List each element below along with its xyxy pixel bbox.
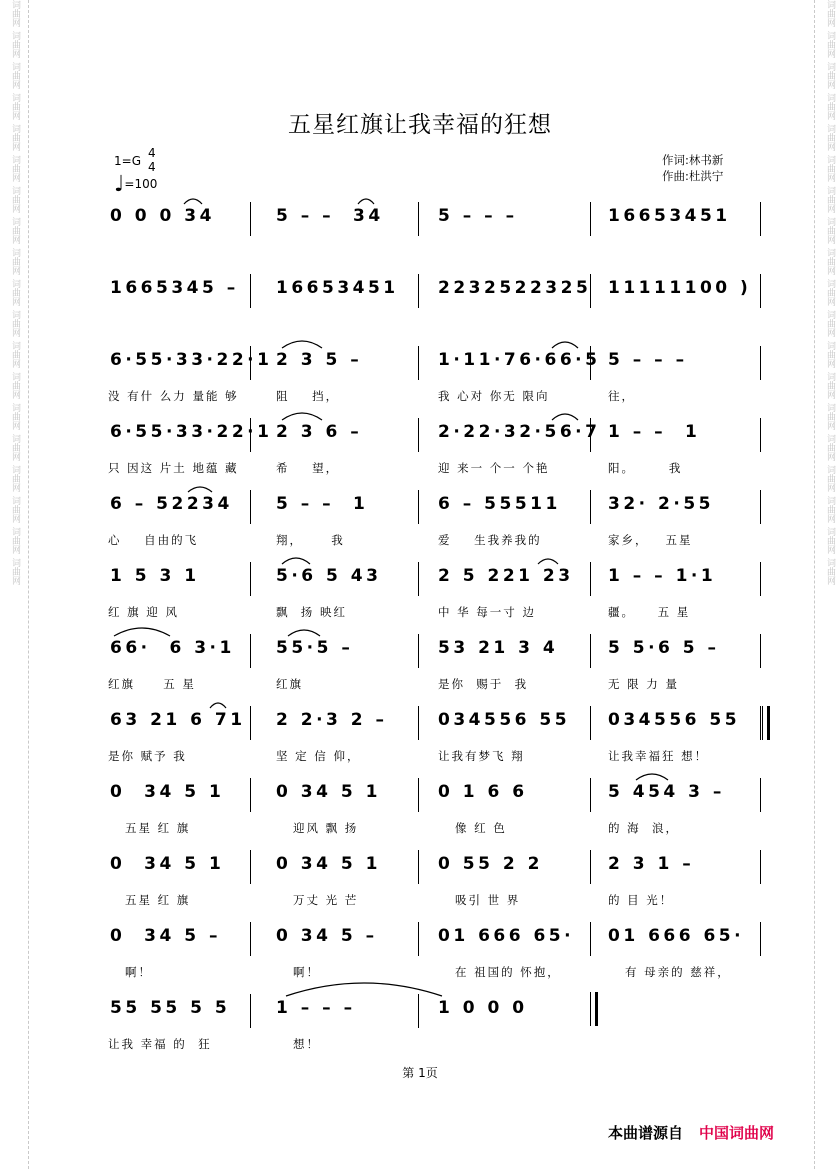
watermark-block: 词曲网 — [10, 0, 20, 27]
lyric-segment: 坚 定 信 仰， — [276, 749, 361, 763]
watermark-block: 词曲网 — [10, 155, 20, 182]
watermark-block: 词曲网 — [825, 124, 835, 151]
notation-row — [108, 998, 768, 1026]
barline — [418, 346, 419, 380]
measure: 6 – 52234 — [110, 494, 233, 514]
lyric-segment: 让我幸福狂 想！ — [608, 749, 709, 763]
measure: 1 0 0 0 — [438, 998, 528, 1018]
lyric-segment: 翔， 我 — [276, 533, 345, 547]
watermark-block: 词曲网 — [825, 372, 835, 399]
barline — [418, 778, 419, 812]
source-credit — [608, 1122, 774, 1143]
lyric-segment: 的 目 光！ — [608, 893, 674, 907]
barline — [590, 202, 591, 236]
lyric-line — [108, 964, 768, 980]
time-signature-bottom: 4 — [148, 160, 156, 174]
barline — [590, 922, 591, 956]
notation-row — [108, 422, 768, 450]
watermark-block: 词曲网 — [825, 217, 835, 244]
lyric-segment: 飘 扬 映红 — [276, 605, 347, 619]
slur — [282, 341, 322, 348]
watermark-left — [5, 0, 21, 589]
barline — [250, 202, 251, 236]
watermark-block: 词曲网 — [825, 434, 835, 461]
key-signature: 1=G — [114, 154, 141, 168]
barline — [418, 922, 419, 956]
measure: 1·11·76·66·5 — [438, 350, 601, 370]
watermark-block: 词曲网 — [10, 558, 20, 585]
page-number: 第 1页 — [402, 1066, 438, 1080]
watermark-block: 词曲网 — [825, 155, 835, 182]
lyric-segment: 想！ — [276, 1037, 320, 1051]
watermark-block: 词曲网 — [10, 93, 20, 120]
slur — [114, 628, 170, 636]
lyric-segment: 万丈 光 芒 — [276, 893, 359, 907]
barline — [250, 850, 251, 884]
watermark-block: 词曲网 — [10, 186, 20, 213]
watermark-block: 词曲网 — [10, 372, 20, 399]
lyric-line — [108, 604, 768, 620]
barline — [418, 274, 419, 308]
lyric-segment: 中 华 每一寸 边 — [438, 605, 536, 619]
lyric-segment: 迎 来一 个一 个艳 — [438, 461, 550, 475]
watermark-block: 词曲网 — [825, 527, 835, 554]
measure: 1665345 – — [110, 278, 239, 298]
measure: 55 55 5 5 — [110, 998, 231, 1018]
slur — [552, 342, 578, 348]
measure: 0 34 5 – — [276, 926, 378, 946]
barline — [760, 850, 761, 884]
measure: 0 55 2 2 — [438, 854, 543, 874]
lyric-segment: 阻 挡， — [276, 389, 340, 403]
barline — [418, 562, 419, 596]
watermark-block: 词曲网 — [825, 558, 835, 585]
slur — [636, 774, 668, 780]
barline — [760, 202, 761, 236]
slur — [184, 199, 202, 204]
lyric-segment: 爱 生我养我的 — [438, 533, 542, 547]
measure: 2 3 5 – — [276, 350, 363, 370]
barline — [760, 634, 761, 668]
lyric-segment: 往， — [608, 389, 635, 403]
measure: 0 0 0 34 — [110, 206, 215, 226]
measure: 5 – – 34 — [276, 206, 384, 226]
measure: 0 34 5 1 — [276, 782, 381, 802]
measure: 2 2·3 2 – — [276, 710, 388, 730]
watermark-block: 词曲网 — [825, 465, 835, 492]
barline — [250, 490, 251, 524]
watermark-block: 词曲网 — [10, 341, 20, 368]
measure: 1 – – – — [276, 998, 356, 1018]
lyric-segment: 是你 赐于 我 — [438, 677, 529, 691]
measure: 16653451 — [276, 278, 399, 298]
left-dashed-border — [28, 0, 30, 1169]
watermark-block: 词曲网 — [10, 124, 20, 151]
barline — [590, 418, 591, 452]
barline — [590, 634, 591, 668]
measure: 034556 55 — [438, 710, 571, 730]
lyric-segment: 像 红 色 — [438, 821, 507, 835]
measure: 1 – – 1·1 — [608, 566, 717, 586]
tempo-value: =100 — [124, 177, 158, 191]
measure: 0 34 5 1 — [110, 854, 225, 874]
lyric-segment: 让我有梦飞 翔 — [438, 749, 525, 763]
final-barline — [590, 992, 598, 1026]
barline — [250, 634, 251, 668]
lyric-line — [108, 748, 768, 764]
measure: 2232522325 — [438, 278, 592, 298]
lyric-line — [108, 1036, 768, 1052]
lyric-segment: 有 母亲的 慈祥， — [608, 965, 731, 979]
lyric-segment: 啊！ — [276, 965, 320, 979]
watermark-block: 词曲网 — [10, 527, 20, 554]
lyric-line — [108, 388, 768, 404]
slur — [282, 558, 310, 564]
barline — [760, 274, 761, 308]
measure: 1 – – 1 — [608, 422, 701, 442]
barline — [590, 490, 591, 524]
measure: 5·6 5 43 — [276, 566, 382, 586]
right-dashed-border — [814, 0, 816, 1169]
measure: 2 3 1 – — [608, 854, 695, 874]
barline — [760, 418, 761, 452]
notation-row — [108, 710, 768, 738]
lyric-line — [108, 820, 768, 836]
song-title: 五星红旗让我幸福的狂想 — [288, 112, 552, 138]
measure: 63 21 6 71 — [110, 710, 246, 730]
barline — [250, 994, 251, 1028]
watermark-right — [820, 0, 836, 589]
lyricist: 作词:林书新 — [662, 153, 724, 167]
watermark-block: 词曲网 — [825, 279, 835, 306]
watermark-block: 词曲网 — [10, 496, 20, 523]
lyric-segment: 是你 赋予 我 — [108, 749, 187, 763]
watermark-block: 词曲网 — [825, 341, 835, 368]
repeat-sign — [762, 706, 770, 740]
notation-row — [108, 350, 768, 378]
measure: 6·55·33·22·1 — [110, 350, 273, 370]
notation-row — [108, 638, 768, 666]
source-brand: 中国词曲网 — [699, 1124, 775, 1142]
lyric-line — [108, 532, 768, 548]
slur — [188, 487, 212, 492]
notation-row — [108, 206, 768, 234]
watermark-block: 词曲网 — [10, 465, 20, 492]
measure: 5 – – 1 — [276, 494, 369, 514]
watermark-block: 词曲网 — [10, 62, 20, 89]
lyric-segment: 疆。 五 星 — [608, 605, 691, 619]
barline — [590, 778, 591, 812]
lyric-segment: 我 心对 你无 限向 — [438, 389, 550, 403]
barline — [418, 850, 419, 884]
barline — [418, 706, 419, 740]
measure: 0 34 5 1 — [110, 782, 225, 802]
slur — [210, 703, 226, 708]
measure: 2 5 221 23 — [438, 566, 574, 586]
lyric-segment: 没 有什 么力 量能 够 — [108, 389, 239, 403]
notation-row — [108, 782, 768, 810]
watermark-block: 词曲网 — [10, 217, 20, 244]
watermark-block: 词曲网 — [825, 496, 835, 523]
measure: 1 5 3 1 — [110, 566, 200, 586]
measure: 034556 55 — [608, 710, 741, 730]
slur — [288, 630, 320, 636]
measure: 32· 2·55 — [608, 494, 714, 514]
barline — [250, 346, 251, 380]
measure: 2 3 6 – — [276, 422, 363, 442]
watermark-block: 词曲网 — [10, 248, 20, 275]
watermark-block: 词曲网 — [825, 248, 835, 275]
barline — [590, 562, 591, 596]
notation-row — [108, 926, 768, 954]
barline — [760, 490, 761, 524]
watermark-block: 词曲网 — [825, 186, 835, 213]
measure: 0 34 5 – — [110, 926, 221, 946]
lyric-segment: 让我 幸福 的 狂 — [108, 1037, 212, 1051]
barline — [760, 346, 761, 380]
barline — [418, 202, 419, 236]
barline — [418, 994, 419, 1028]
barline — [250, 778, 251, 812]
lyric-line — [108, 892, 768, 908]
barline — [760, 706, 761, 740]
measure: 5 454 3 – — [608, 782, 725, 802]
measure: 11111100 ) — [608, 278, 752, 298]
watermark-block: 词曲网 — [825, 93, 835, 120]
measure: 5 – – – — [438, 206, 518, 226]
measure: 55·5 – — [276, 638, 354, 658]
barline — [590, 706, 591, 740]
notation-row — [108, 566, 768, 594]
lyric-segment: 五星 红 旗 — [108, 821, 191, 835]
lyric-line — [108, 460, 768, 476]
time-signature-top: 4 — [148, 146, 156, 160]
watermark-block: 词曲网 — [825, 403, 835, 430]
watermark-block: 词曲网 — [825, 62, 835, 89]
lyric-segment: 只 因这 片土 地蕴 藏 — [108, 461, 239, 475]
notation-row — [108, 854, 768, 882]
barline — [250, 922, 251, 956]
slur — [538, 559, 558, 564]
lyric-segment: 阳。 我 — [608, 461, 683, 475]
watermark-block: 词曲网 — [10, 31, 20, 58]
barline — [250, 274, 251, 308]
measure: 01 666 65· — [438, 926, 575, 946]
barline — [250, 418, 251, 452]
barline — [418, 634, 419, 668]
watermark-block: 词曲网 — [10, 310, 20, 337]
lyric-segment: 无 限 力 量 — [608, 677, 679, 691]
watermark-block: 词曲网 — [825, 31, 835, 58]
lyric-segment: 希 望， — [276, 461, 340, 475]
measure: 53 21 3 4 — [438, 638, 559, 658]
barline — [760, 922, 761, 956]
barline — [418, 490, 419, 524]
watermark-block: 词曲网 — [10, 434, 20, 461]
watermark-block: 词曲网 — [10, 403, 20, 430]
barline — [250, 706, 251, 740]
barline — [590, 850, 591, 884]
composer: 作曲:杜洪宁 — [662, 169, 724, 183]
lyric-segment: 心 自由的飞 — [108, 533, 199, 547]
notation-row — [108, 278, 768, 306]
measure: 01 666 65· — [608, 926, 745, 946]
measure: 0 1 6 6 — [438, 782, 528, 802]
slur — [552, 414, 578, 420]
lyric-segment: 红 旗 迎 风 — [108, 605, 179, 619]
barline — [250, 562, 251, 596]
barline — [760, 562, 761, 596]
measure: 16653451 — [608, 206, 731, 226]
lyric-segment: 啊！ — [108, 965, 152, 979]
credits — [662, 152, 723, 184]
lyric-segment: 在 祖国的 怀抱， — [438, 965, 561, 979]
quarter-note-icon: ♩ — [114, 172, 125, 197]
slur — [358, 199, 374, 204]
slur — [282, 413, 322, 420]
lyric-segment: 家乡， 五星 — [608, 533, 693, 547]
lyric-segment: 红旗 五 星 — [108, 677, 196, 691]
measure: 5 – – – — [608, 350, 688, 370]
barline — [760, 778, 761, 812]
tempo-marking — [114, 172, 157, 197]
lyric-line — [108, 676, 768, 692]
lyric-segment: 迎风 飘 扬 — [276, 821, 359, 835]
measure: 6·55·33·22·1 — [110, 422, 273, 442]
barline — [418, 418, 419, 452]
measure: 66· 6 3·1 — [110, 638, 235, 658]
measure: 5 5·6 5 – — [608, 638, 720, 658]
measure: 0 34 5 1 — [276, 854, 381, 874]
barline — [590, 346, 591, 380]
barline — [590, 274, 591, 308]
watermark-block: 词曲网 — [825, 0, 835, 27]
source-prefix: 本曲谱源自 — [608, 1124, 684, 1142]
time-signature — [148, 146, 156, 174]
measure: 6 – 55511 — [438, 494, 561, 514]
watermark-block: 词曲网 — [10, 279, 20, 306]
lyric-segment: 吸引 世 界 — [438, 893, 521, 907]
lyric-segment: 红旗 — [276, 677, 303, 691]
notation-row — [108, 494, 768, 522]
lyric-segment: 五星 红 旗 — [108, 893, 191, 907]
watermark-block: 词曲网 — [825, 310, 835, 337]
lyric-segment: 的 海 浪， — [608, 821, 679, 835]
measure: 2·22·32·56·7 — [438, 422, 601, 442]
